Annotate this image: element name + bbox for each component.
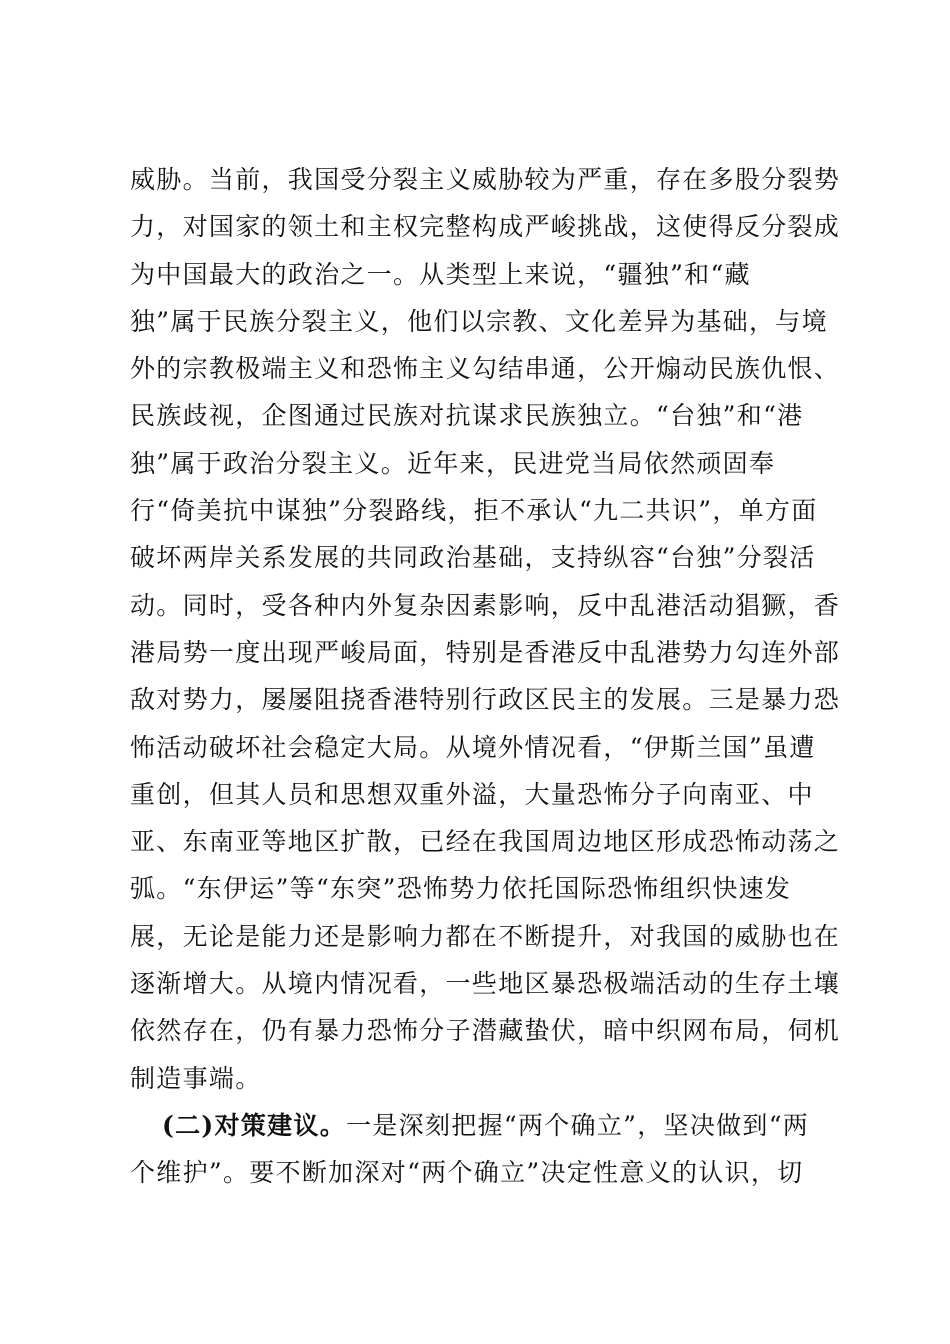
- text-line: 独”属于政治分裂主义。近年来，民进党当局依然顽固奉: [130, 448, 776, 478]
- body-text: [130, 156, 841, 1197]
- text-line: 依然存在，仍有暴力恐怖分子潜藏蛰伏，暗中织网布局，伺机: [130, 1016, 841, 1046]
- text-line: 弧。“东伊运”等“东突”恐怖势力依托国际恐怖组织快速发: [130, 874, 792, 904]
- text-line: 亚、东南亚等地区扩散，已经在我国周边地区形成恐怖动荡之: [130, 827, 841, 857]
- text-line: 敌对势力，屡屡阻挠香港特别行政区民主的发展。三是暴力恐: [130, 685, 841, 715]
- text-line: 动。同时，受各种内外复杂因素影响，反中乱港活动猖獗，香: [130, 590, 841, 620]
- text-line: 外的宗教极端主义和恐怖主义勾结串通，公开煽动民族仇恨、: [130, 354, 841, 384]
- text-line: 制造事端。: [130, 1063, 262, 1093]
- text-line: 重创，但其人员和思想双重外溢，大量恐怖分子向南亚、中: [130, 779, 814, 809]
- text-line: 行“倚美抗中谋独”分裂路线，拒不承认“九二共识”，单方面: [130, 496, 818, 526]
- text-line: 港局势一度出现严峻局面，特别是香港反中乱港势力勾连外部: [130, 637, 841, 667]
- text-line: 逐渐增大。从境内情况看，一些地区暴恐极端活动的生存土壤: [130, 969, 841, 999]
- text-line: 威胁。当前，我国受分裂主义威胁较为严重，存在多股分裂势: [130, 165, 841, 194]
- text-line: 破坏两岸关系发展的共同政治基础，支持纵容“台独”分裂活: [130, 543, 816, 573]
- section-heading: (二)对策建议。: [162, 1110, 347, 1140]
- text-line: 力，对国家的领土和主权完整构成严峻挑战，这使得反分裂成: [130, 212, 841, 242]
- text-line: 为中国最大的政治之一。从类型上来说，“疆独”和“藏: [130, 259, 751, 289]
- text-line: 独”属于民族分裂主义，他们以宗教、文化差异为基础，与境: [130, 306, 828, 336]
- text-line: 个维护”。要不断加深对“两个确立”决定性意义的认识，切: [130, 1158, 804, 1188]
- text-line: 展，无论是能力还是影响力都在不断提升，对我国的威胁也在: [130, 921, 841, 951]
- text-line: 怖活动破坏社会稳定大局。从境外情况看，“伊斯兰国”虽遭: [130, 732, 816, 762]
- text-line: 民族歧视，企图通过民族对抗谋求民族独立。“台独”和“港: [130, 401, 804, 431]
- section-first-line: [130, 1102, 830, 1149]
- section-line-text: 一是深刻把握“两个确立”，坚决做到“两: [346, 1110, 810, 1140]
